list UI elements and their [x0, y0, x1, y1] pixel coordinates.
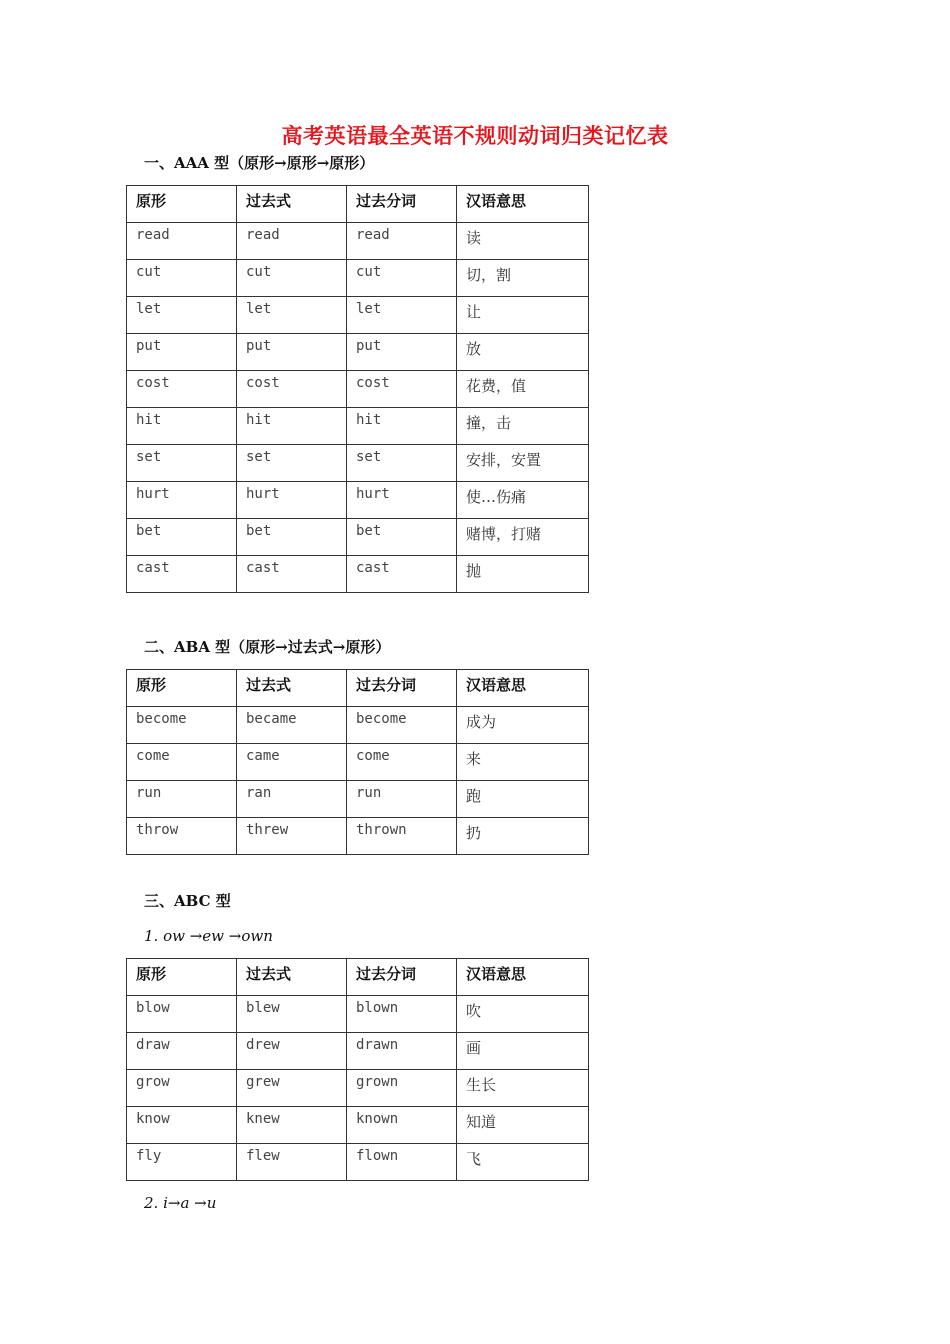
- past-tense-cell: cast: [237, 556, 347, 593]
- base-form-cell: read: [127, 223, 237, 260]
- past-tense-cell: drew: [237, 1033, 347, 1070]
- table-row: [127, 744, 589, 781]
- column-header: 原形: [127, 670, 237, 707]
- past-tense-cell: knew: [237, 1107, 347, 1144]
- past-tense-cell: cost: [237, 371, 347, 408]
- past-participle-cell: flown: [347, 1144, 457, 1181]
- base-form-cell: become: [127, 707, 237, 744]
- column-header: 过去式: [237, 959, 347, 996]
- column-header: 原形: [127, 959, 237, 996]
- base-form-cell: cost: [127, 371, 237, 408]
- section-heading-abc: 三、ABC 型: [144, 892, 231, 910]
- meaning-cell: 赌博，打赌: [457, 519, 589, 556]
- table-row: [127, 371, 589, 408]
- column-header: 过去式: [237, 186, 347, 223]
- column-header: 汉语意思: [457, 186, 589, 223]
- meaning-cell: 读: [457, 223, 589, 260]
- table-row: [127, 1107, 589, 1144]
- past-participle-cell: cut: [347, 260, 457, 297]
- meaning-cell: 成为: [457, 707, 589, 744]
- meaning-cell: 切，割: [457, 260, 589, 297]
- meaning-cell: 放: [457, 334, 589, 371]
- column-header: 汉语意思: [457, 670, 589, 707]
- past-tense-cell: grew: [237, 1070, 347, 1107]
- past-tense-cell: hit: [237, 408, 347, 445]
- table-row: [127, 1070, 589, 1107]
- past-tense-cell: let: [237, 297, 347, 334]
- meaning-cell: 撞，击: [457, 408, 589, 445]
- past-participle-cell: grown: [347, 1070, 457, 1107]
- meaning-cell: 安排，安置: [457, 445, 589, 482]
- past-participle-cell: cast: [347, 556, 457, 593]
- table-row: [127, 818, 589, 855]
- meaning-cell: 吹: [457, 996, 589, 1033]
- past-participle-cell: read: [347, 223, 457, 260]
- past-participle-cell: known: [347, 1107, 457, 1144]
- verb-table-aba: [126, 669, 589, 855]
- subheading-i-a-u: 2. i→a →u: [144, 1194, 217, 1212]
- past-participle-cell: come: [347, 744, 457, 781]
- base-form-cell: draw: [127, 1033, 237, 1070]
- past-tense-cell: blew: [237, 996, 347, 1033]
- meaning-cell: 让: [457, 297, 589, 334]
- base-form-cell: throw: [127, 818, 237, 855]
- section-heading-aaa: 一、AAA 型（原形→原形→原形）: [144, 154, 375, 172]
- base-form-cell: put: [127, 334, 237, 371]
- table-row: [127, 1144, 589, 1181]
- table-row: [127, 223, 589, 260]
- meaning-cell: 扔: [457, 818, 589, 855]
- past-participle-cell: hit: [347, 408, 457, 445]
- base-form-cell: set: [127, 445, 237, 482]
- past-tense-cell: bet: [237, 519, 347, 556]
- column-header: 原形: [127, 186, 237, 223]
- column-header: 过去分词: [347, 959, 457, 996]
- base-form-cell: fly: [127, 1144, 237, 1181]
- past-participle-cell: drawn: [347, 1033, 457, 1070]
- past-participle-cell: let: [347, 297, 457, 334]
- base-form-cell: blow: [127, 996, 237, 1033]
- meaning-cell: 来: [457, 744, 589, 781]
- past-participle-cell: cost: [347, 371, 457, 408]
- past-tense-cell: cut: [237, 260, 347, 297]
- meaning-cell: 飞: [457, 1144, 589, 1181]
- past-participle-cell: bet: [347, 519, 457, 556]
- base-form-cell: hit: [127, 408, 237, 445]
- table-row: [127, 482, 589, 519]
- base-form-cell: bet: [127, 519, 237, 556]
- column-header: 过去分词: [347, 670, 457, 707]
- past-participle-cell: thrown: [347, 818, 457, 855]
- past-participle-cell: run: [347, 781, 457, 818]
- verb-table-abc-ow: [126, 958, 589, 1181]
- meaning-cell: 花费，值: [457, 371, 589, 408]
- page-title: 高考英语最全英语不规则动词归类记忆表: [281, 123, 669, 148]
- table-row: [127, 707, 589, 744]
- base-form-cell: grow: [127, 1070, 237, 1107]
- column-header: 过去分词: [347, 186, 457, 223]
- table-row: [127, 1033, 589, 1070]
- past-participle-cell: become: [347, 707, 457, 744]
- past-tense-cell: flew: [237, 1144, 347, 1181]
- past-tense-cell: set: [237, 445, 347, 482]
- past-tense-cell: came: [237, 744, 347, 781]
- subheading-ow-ew-own: 1. ow →ew →own: [144, 927, 273, 945]
- base-form-cell: hurt: [127, 482, 237, 519]
- table-header-row: [127, 670, 589, 707]
- base-form-cell: let: [127, 297, 237, 334]
- verb-table-aaa: [126, 185, 589, 593]
- table-row: [127, 334, 589, 371]
- past-tense-cell: put: [237, 334, 347, 371]
- meaning-cell: 知道: [457, 1107, 589, 1144]
- meaning-cell: 生长: [457, 1070, 589, 1107]
- base-form-cell: run: [127, 781, 237, 818]
- section-heading-aba: 二、ABA 型（原形→过去式→原形）: [144, 638, 391, 656]
- table-row: [127, 996, 589, 1033]
- meaning-cell: 抛: [457, 556, 589, 593]
- past-tense-cell: hurt: [237, 482, 347, 519]
- meaning-cell: 跑: [457, 781, 589, 818]
- past-participle-cell: hurt: [347, 482, 457, 519]
- base-form-cell: cut: [127, 260, 237, 297]
- base-form-cell: come: [127, 744, 237, 781]
- past-tense-cell: became: [237, 707, 347, 744]
- meaning-cell: 画: [457, 1033, 589, 1070]
- base-form-cell: cast: [127, 556, 237, 593]
- table-header-row: [127, 959, 589, 996]
- table-row: [127, 445, 589, 482]
- table-row: [127, 781, 589, 818]
- table-row: [127, 260, 589, 297]
- past-participle-cell: blown: [347, 996, 457, 1033]
- past-participle-cell: put: [347, 334, 457, 371]
- past-tense-cell: read: [237, 223, 347, 260]
- meaning-cell: 使…伤痛: [457, 482, 589, 519]
- table-row: [127, 408, 589, 445]
- past-tense-cell: threw: [237, 818, 347, 855]
- table-row: [127, 519, 589, 556]
- past-participle-cell: set: [347, 445, 457, 482]
- table-header-row: [127, 186, 589, 223]
- table-row: [127, 556, 589, 593]
- base-form-cell: know: [127, 1107, 237, 1144]
- column-header: 汉语意思: [457, 959, 589, 996]
- past-tense-cell: ran: [237, 781, 347, 818]
- table-row: [127, 297, 589, 334]
- column-header: 过去式: [237, 670, 347, 707]
